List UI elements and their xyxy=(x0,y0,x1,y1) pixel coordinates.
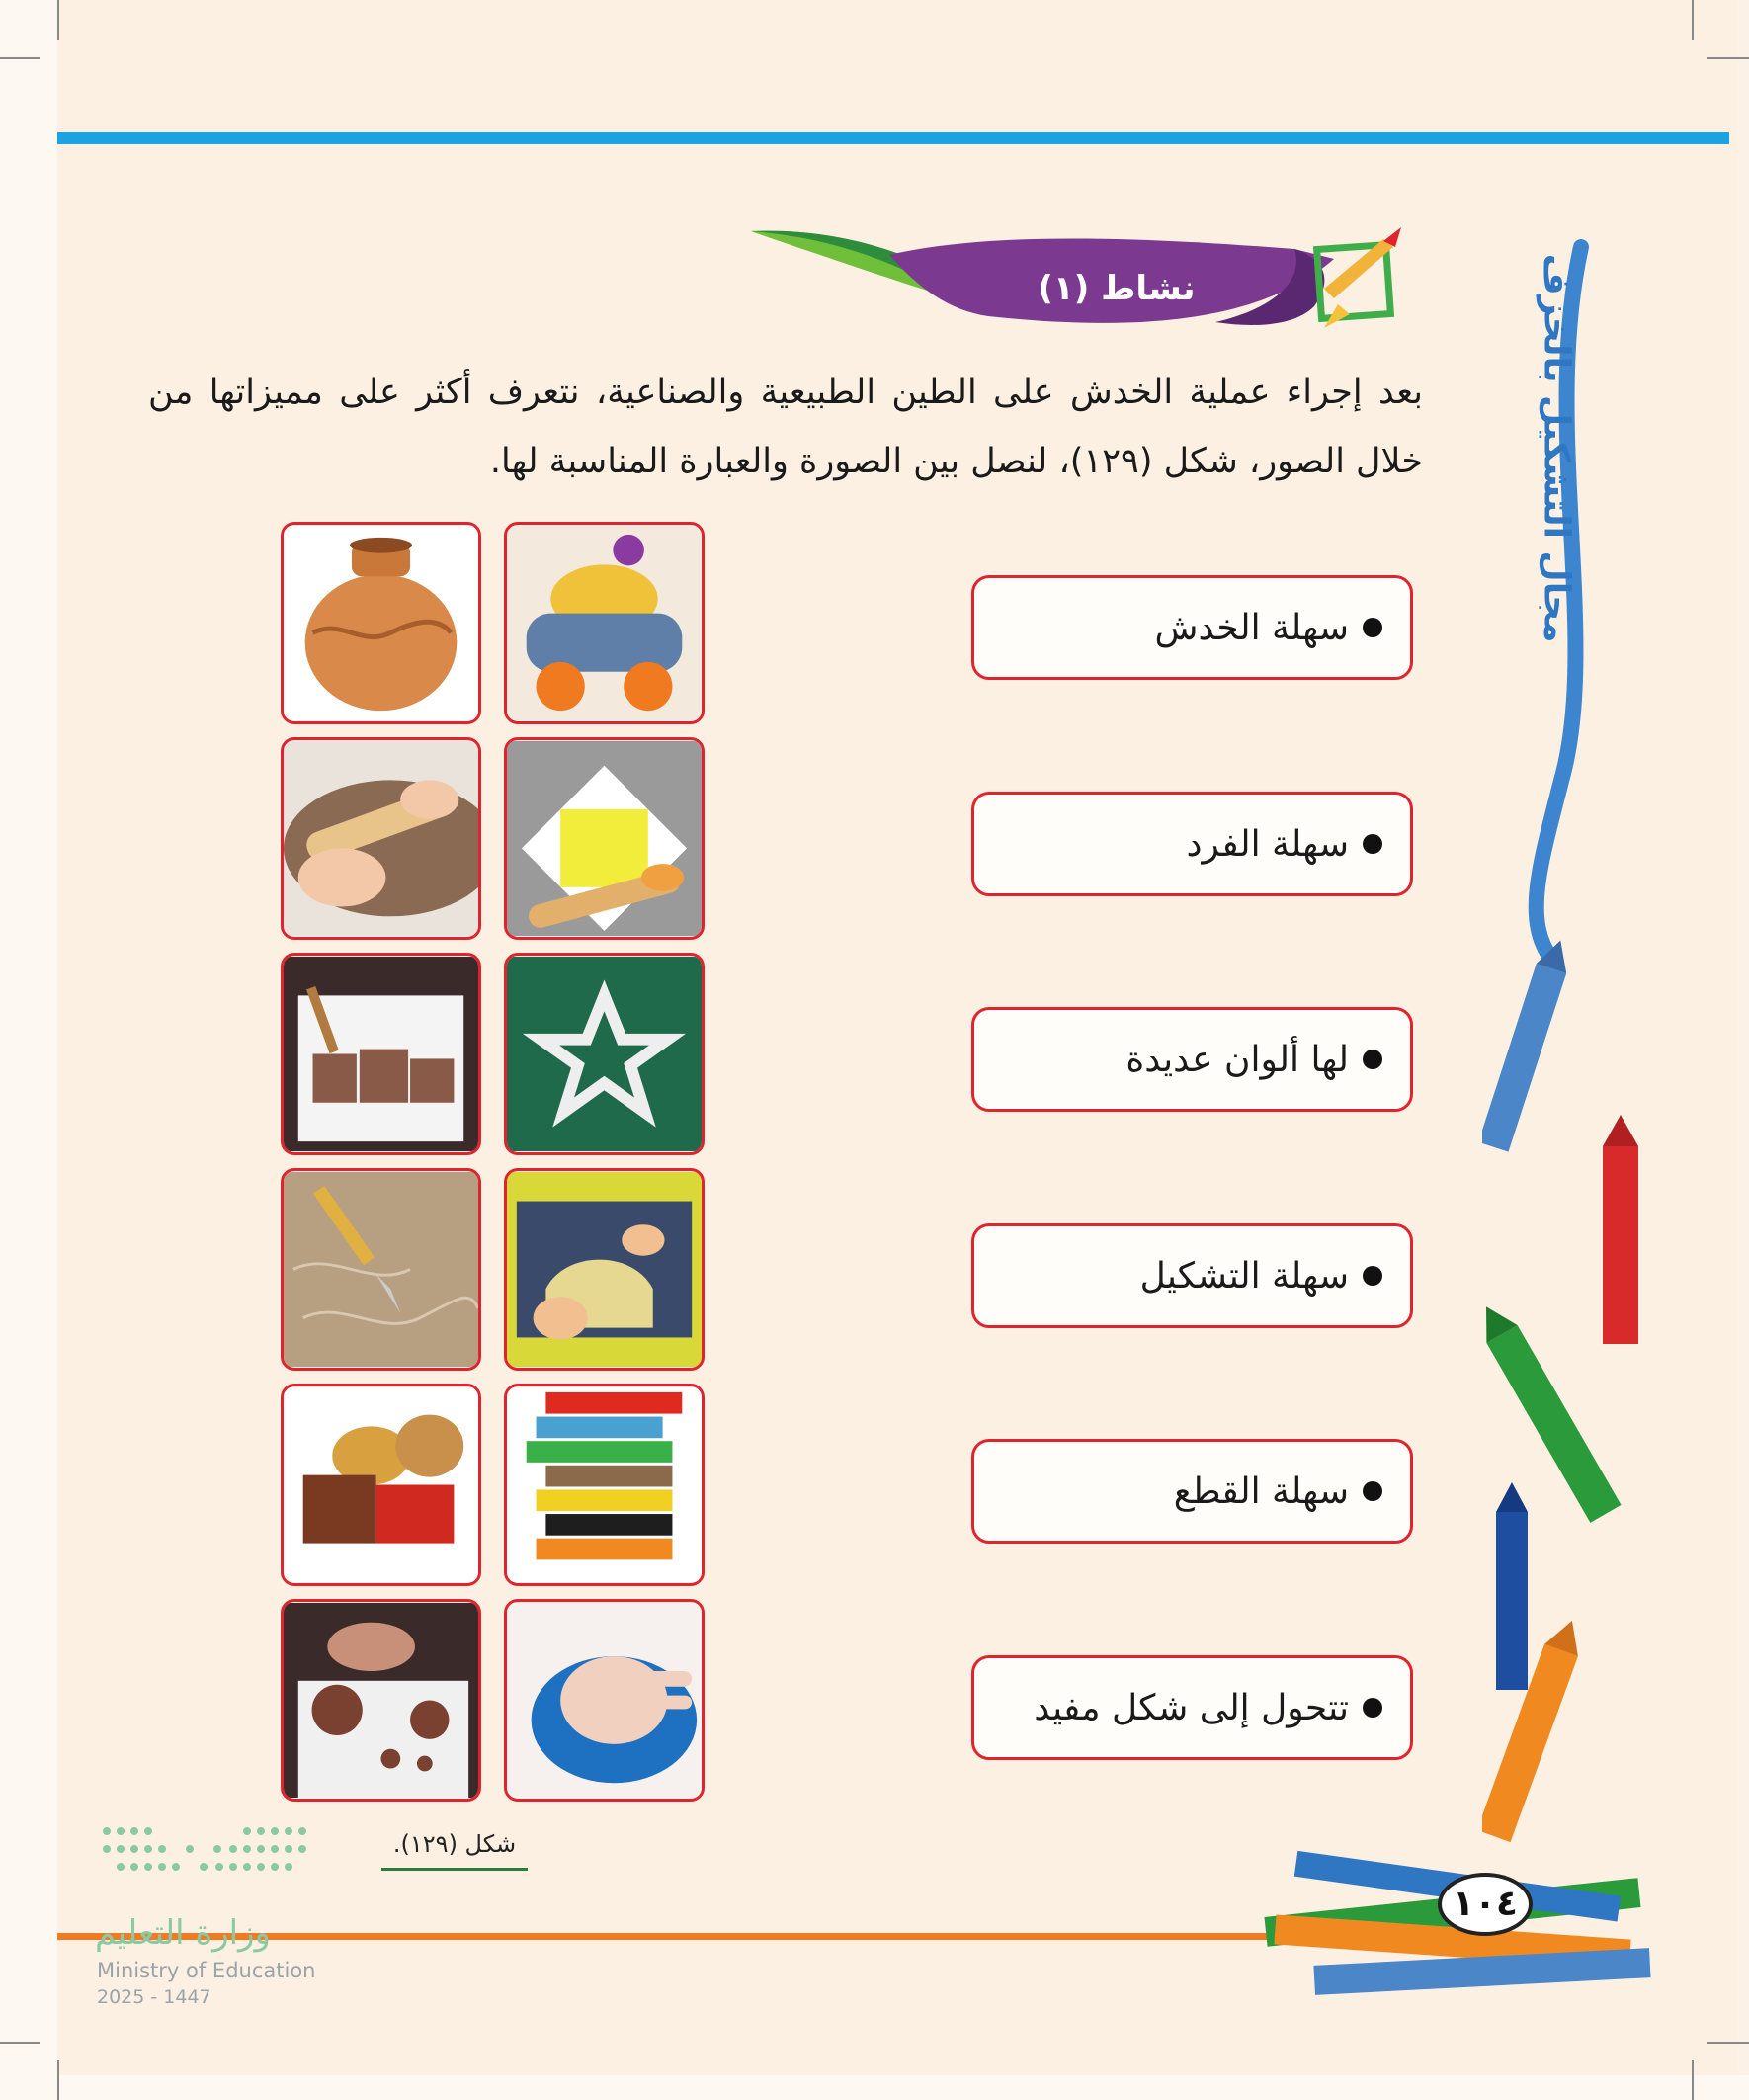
bullet-icon xyxy=(1363,1266,1382,1286)
red-crayon-icon xyxy=(1603,1115,1638,1344)
engraving-tool-image xyxy=(284,1171,478,1368)
phrase-text: سهلة الخدش xyxy=(1154,607,1349,648)
photo-clay-pot[interactable] xyxy=(281,522,481,724)
caption-underline xyxy=(381,1868,528,1871)
photo-colored-clay-stack[interactable] xyxy=(504,1384,705,1586)
phrase-useful-form[interactable] xyxy=(971,1655,1413,1760)
star-cutter-image xyxy=(507,956,702,1152)
phrase-easy-scratch[interactable] xyxy=(971,575,1413,680)
top-rule xyxy=(57,132,1729,144)
cutting-clay-image xyxy=(284,956,478,1152)
crop-mark xyxy=(1692,2060,1694,2100)
photo-cutting-clay[interactable] xyxy=(281,953,481,1155)
photo-clay-blocks[interactable] xyxy=(281,1384,481,1586)
photo-star-cutter[interactable] xyxy=(504,953,705,1155)
fork-scratching-image xyxy=(507,1171,702,1368)
phrase-many-colors[interactable] xyxy=(971,1007,1413,1112)
phrase-easy-shape[interactable] xyxy=(971,1223,1413,1328)
phrase-text: لها ألوان عديدة xyxy=(1125,1039,1349,1080)
photo-clay-balls[interactable] xyxy=(281,1599,481,1802)
clay-pot-image xyxy=(284,525,478,721)
bottom-margin xyxy=(0,2075,1749,2100)
activity-title: نشاط (١) xyxy=(1038,269,1196,308)
crop-mark xyxy=(0,2042,40,2044)
rolling-clay-image xyxy=(284,740,478,937)
phrase-text: سهلة التشكيل xyxy=(1139,1255,1349,1297)
crop-mark xyxy=(1692,0,1694,40)
photo-blue-clay-hand[interactable] xyxy=(504,1599,705,1802)
ministry-logo-icon xyxy=(99,1823,311,1883)
side-decoration xyxy=(1482,227,1690,1996)
blue-crayon-icon xyxy=(1482,936,1575,1152)
ministry-name-arabic: وزارة التعليم xyxy=(95,1913,271,1953)
left-margin xyxy=(0,0,57,2100)
photo-engraving-tool[interactable] xyxy=(281,1168,481,1371)
yellow-sheet-image xyxy=(507,740,702,937)
ministry-year: 2025 - 1447 xyxy=(97,1986,211,2008)
bullet-icon xyxy=(1363,834,1382,854)
clay-blocks-image xyxy=(284,1386,478,1583)
figure-caption: شكل (١٢٩). xyxy=(392,1830,517,1858)
crop-mark xyxy=(1707,2042,1749,2044)
crop-mark xyxy=(57,2060,59,2100)
bullet-icon xyxy=(1363,618,1382,637)
crop-mark xyxy=(57,0,59,40)
colored-clay-stack-image xyxy=(507,1386,702,1583)
photo-yellow-sheet[interactable] xyxy=(504,737,705,940)
phrase-text: سهلة الفرد xyxy=(1186,823,1349,865)
side-section-title: مجال التشكيل بالخزف xyxy=(1536,253,1577,643)
phrase-text: تتحول إلى شكل مفيد xyxy=(1034,1687,1349,1728)
photo-clay-car[interactable] xyxy=(504,522,705,724)
bullet-icon xyxy=(1363,1481,1382,1501)
crop-mark xyxy=(1707,57,1749,59)
photo-rolling-clay[interactable] xyxy=(281,737,481,940)
clay-car-image xyxy=(507,525,702,721)
clay-balls-image xyxy=(284,1602,478,1799)
crop-mark xyxy=(0,57,40,59)
bullet-icon xyxy=(1363,1050,1382,1069)
navy-crayon-icon xyxy=(1496,1482,1528,1690)
intro-paragraph: بعد إجراء عملية الخدش على الطين الطبيعية والصناعية، نتعرف أكثر على مميزاتها من خلال الصور، شكل (١٢٩)، لنصل بين الصورة والعبارة المناسبة لها. xyxy=(148,373,1423,481)
ministry-name-english: Ministry of Education xyxy=(97,1959,316,1982)
page-number: ١٠٤ xyxy=(1438,1873,1533,1936)
bullet-icon xyxy=(1363,1698,1382,1718)
photo-fork-scratching[interactable] xyxy=(504,1168,705,1371)
phrase-easy-spread[interactable] xyxy=(971,792,1413,896)
phrase-text: سهلة القطع xyxy=(1173,1470,1349,1512)
blue-clay-hand-image xyxy=(507,1602,702,1799)
green-crayon-icon xyxy=(1482,1298,1622,1523)
phrase-easy-cut[interactable] xyxy=(971,1439,1413,1544)
